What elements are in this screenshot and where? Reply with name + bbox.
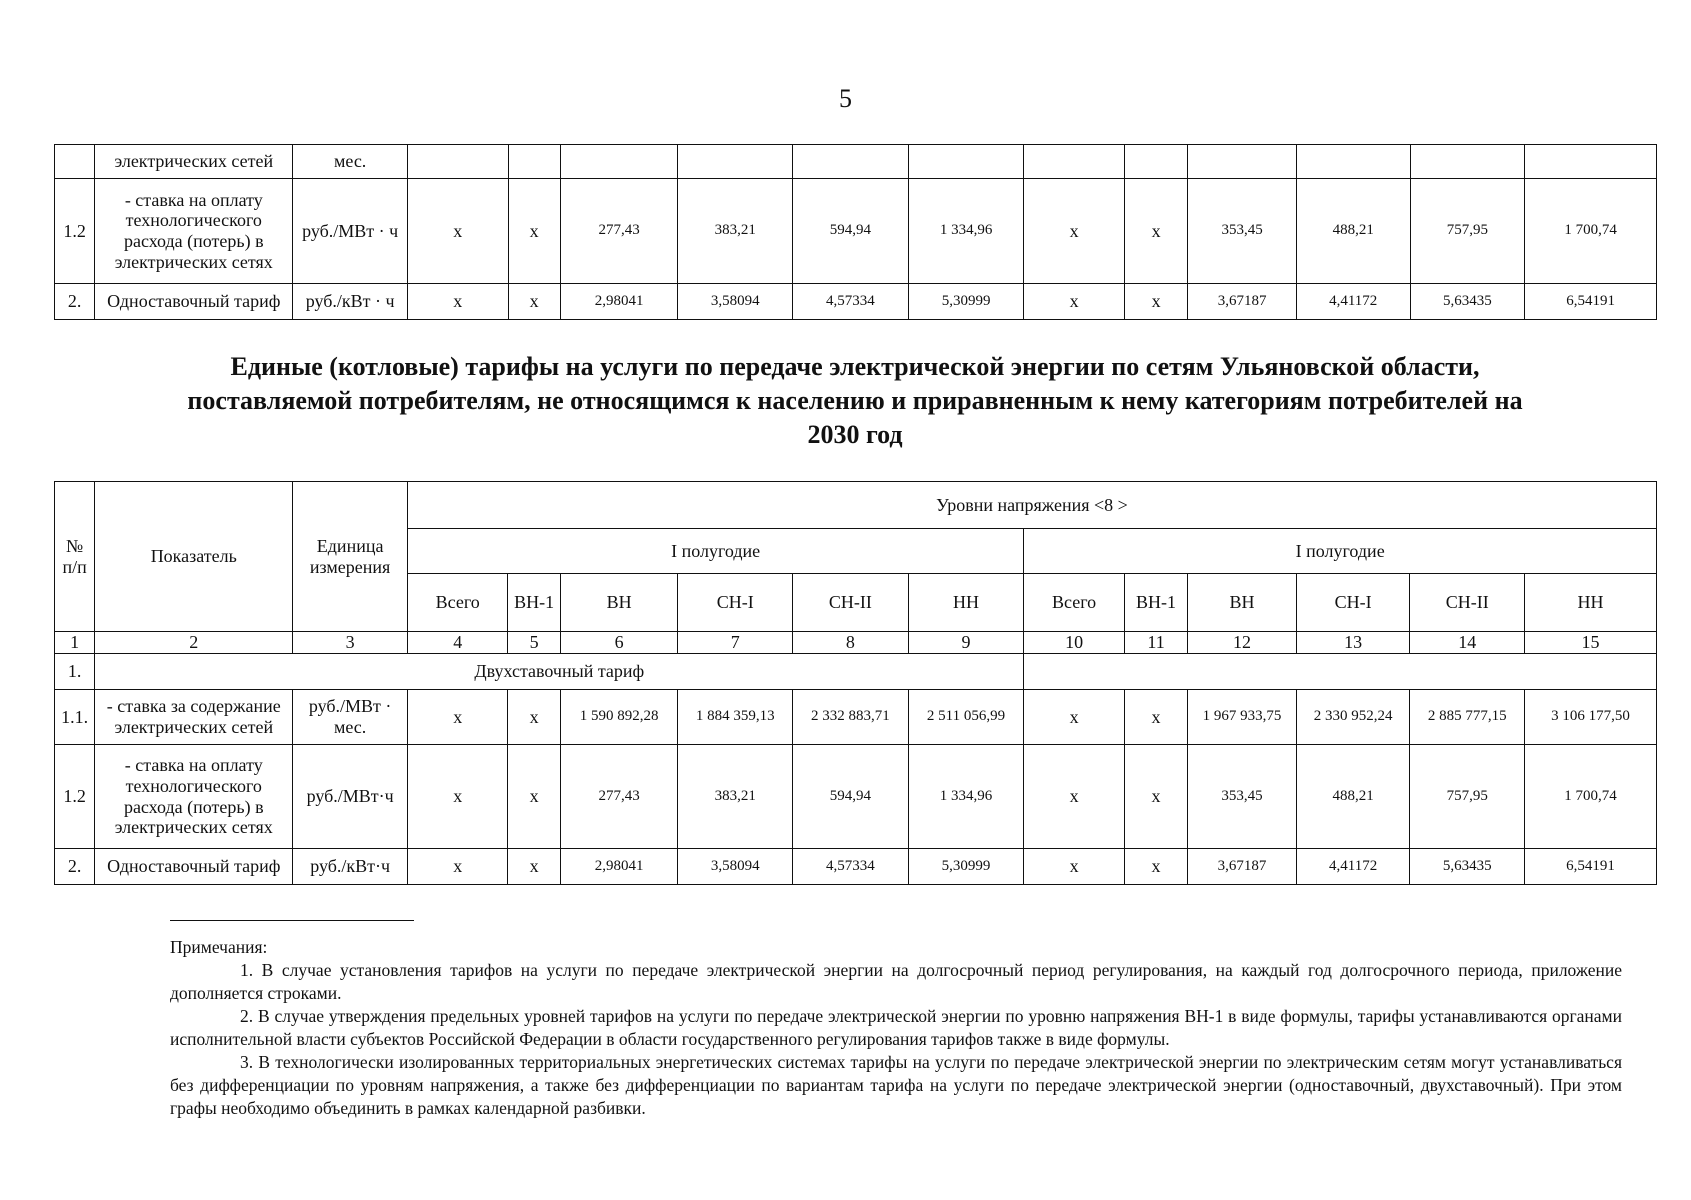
- table-cell: [407, 145, 508, 179]
- table-cell: 1 700,74: [1525, 179, 1657, 284]
- column-number: 10: [1024, 632, 1125, 654]
- table-cell: [1296, 145, 1410, 179]
- notes-heading: Примечания:: [170, 937, 268, 957]
- section-label: Двухставочный тариф: [95, 654, 1024, 690]
- table-cell: x: [508, 179, 560, 284]
- table-cell: 5,30999: [908, 284, 1024, 320]
- table-cell: 2 330 952,24: [1296, 690, 1410, 745]
- table-cell: [678, 145, 793, 179]
- column-number: 9: [908, 632, 1024, 654]
- table-cell: x: [407, 179, 508, 284]
- notes-section: [170, 936, 1622, 1120]
- table-cell: 2 511 056,99: [908, 690, 1024, 745]
- table-cell: [1410, 145, 1525, 179]
- table-cell: [1188, 145, 1297, 179]
- table-cell: 2,98041: [560, 849, 678, 885]
- table-cell: x: [1124, 745, 1187, 849]
- header-sub: Всего: [407, 574, 508, 632]
- table-cell: 594,94: [793, 179, 909, 284]
- row-unit: руб./МВт · ч: [293, 179, 408, 284]
- header-sub: СН-II: [1410, 574, 1525, 632]
- table-cell: 757,95: [1410, 745, 1525, 849]
- table-row: [55, 179, 1657, 284]
- table-row: [55, 745, 1657, 849]
- title-line: поставляемой потребителям, не относящимся к населению и приравненным к нему категориям потребителей на: [187, 386, 1523, 415]
- table-cell: 277,43: [560, 179, 678, 284]
- row-index: 2.: [55, 284, 95, 320]
- table-cell: 594,94: [793, 745, 909, 849]
- column-number: 14: [1410, 632, 1525, 654]
- row-unit: руб./МВт·ч: [293, 745, 408, 849]
- header-sub: СН-II: [793, 574, 909, 632]
- table-cell: [1525, 145, 1657, 179]
- column-number: 5: [508, 632, 560, 654]
- header-sub: СН-I: [678, 574, 793, 632]
- table-cell: 2,98041: [560, 284, 678, 320]
- table-cell: 6,54191: [1525, 284, 1657, 320]
- column-number: 15: [1525, 632, 1657, 654]
- table-cell: 1 967 933,75: [1188, 690, 1297, 745]
- note-item: 1. В случае установления тарифов на услуги по передаче электрической энергии на долгосрочный период регулирования, на каждый год долгосрочного периода, приложение дополняется строками.: [170, 960, 1622, 1003]
- table-cell: 383,21: [678, 179, 793, 284]
- column-number: 6: [560, 632, 678, 654]
- table-cell: [560, 145, 678, 179]
- table-cell: x: [407, 690, 508, 745]
- table-cell: 6,54191: [1525, 849, 1657, 885]
- header-voltage-levels: Уровни напряжения <8 >: [407, 482, 1656, 529]
- table-cell: 1 334,96: [908, 179, 1024, 284]
- tariff-table-2030: [54, 481, 1657, 885]
- column-number: 1: [55, 632, 95, 654]
- table-cell: [908, 145, 1024, 179]
- note-item: 3. В технологически изолированных территориальных энергетических системах тарифы на услуги по передаче электрической энергии по электрическим сетям могут устанавливаться без дифференциации по уровням напряжения, а также без дифференциации по вариантам тарифа на услуги по передаче электрической энергии (одноставочный, двухставочный). При этом графы необходимо объединить в рамках календарной разбивки.: [170, 1052, 1622, 1118]
- table-cell: x: [508, 849, 560, 885]
- table-cell: [508, 145, 560, 179]
- table-cell: 3,67187: [1188, 849, 1297, 885]
- table-cell: x: [407, 849, 508, 885]
- table-cell: x: [1124, 284, 1187, 320]
- table-cell: x: [1024, 849, 1125, 885]
- table-cell: x: [1024, 690, 1125, 745]
- table-row: [55, 849, 1657, 885]
- table-cell: [1124, 145, 1187, 179]
- table-cell: 3,58094: [678, 284, 793, 320]
- header-sub: НН: [1525, 574, 1657, 632]
- table-cell: 4,41172: [1296, 284, 1410, 320]
- tariff-table-continuation: [54, 144, 1657, 320]
- table-cell: 5,63435: [1410, 849, 1525, 885]
- table-cell: 353,45: [1188, 745, 1297, 849]
- header-half-year-1: I полугодие: [407, 529, 1023, 574]
- row-label: - ставка на оплату технологического расхода (потерь) в электрических сетях: [95, 745, 293, 849]
- title-line: Единые (котловые) тарифы на услуги по передаче электрической энергии по сетям Ульяновской области,: [230, 352, 1480, 381]
- table-cell: 5,30999: [908, 849, 1024, 885]
- table-cell: x: [1024, 745, 1125, 849]
- table-cell: 1 334,96: [908, 745, 1024, 849]
- table-cell: 4,57334: [793, 284, 909, 320]
- row-index: [55, 145, 95, 179]
- row-unit: руб./МВт · мес.: [293, 690, 408, 745]
- column-number: 3: [293, 632, 408, 654]
- footnote-divider: [170, 920, 414, 921]
- column-number: 4: [407, 632, 508, 654]
- row-index: 1.2: [55, 179, 95, 284]
- table-cell: 5,63435: [1410, 284, 1525, 320]
- table-cell: x: [508, 690, 560, 745]
- row-label: Одноставочный тариф: [95, 284, 293, 320]
- table-cell: x: [1124, 849, 1187, 885]
- table-cell: 277,43: [560, 745, 678, 849]
- table-cell: x: [407, 745, 508, 849]
- row-unit: мес.: [293, 145, 408, 179]
- section-blank: [1024, 654, 1657, 690]
- column-number: 7: [678, 632, 793, 654]
- table-cell: 3,67187: [1188, 284, 1297, 320]
- table-cell: 353,45: [1188, 179, 1297, 284]
- document-title: [80, 350, 1630, 452]
- table-row: [55, 145, 1657, 179]
- table-cell: 4,41172: [1296, 849, 1410, 885]
- column-number: 8: [793, 632, 909, 654]
- table-cell: 757,95: [1410, 179, 1525, 284]
- column-number-row: [55, 632, 1657, 654]
- table-cell: x: [508, 745, 560, 849]
- table-cell: 1 884 359,13: [678, 690, 793, 745]
- row-unit: руб./кВт·ч: [293, 849, 408, 885]
- column-number: 13: [1296, 632, 1410, 654]
- table-cell: 2 885 777,15: [1410, 690, 1525, 745]
- header-no: № п/п: [55, 482, 95, 632]
- row-label: электрических сетей: [95, 145, 293, 179]
- header-half-year-2: I полугодие: [1024, 529, 1657, 574]
- table-cell: 4,57334: [793, 849, 909, 885]
- header-sub: ВН: [1188, 574, 1297, 632]
- section-row: [55, 654, 1657, 690]
- row-label: - ставка на оплату технологического расхода (потерь) в электрических сетях: [95, 179, 293, 284]
- table-cell: 1 590 892,28: [560, 690, 678, 745]
- table-cell: 3 106 177,50: [1525, 690, 1657, 745]
- row-index: 1.1.: [55, 690, 95, 745]
- header-sub: Всего: [1024, 574, 1125, 632]
- table-cell: [793, 145, 909, 179]
- column-number: 12: [1188, 632, 1297, 654]
- column-number: 2: [95, 632, 293, 654]
- row-index: 1.: [55, 654, 95, 690]
- header-sub: СН-I: [1296, 574, 1410, 632]
- table-cell: x: [1024, 284, 1125, 320]
- table-cell: 488,21: [1296, 179, 1410, 284]
- page-number: 5: [839, 84, 852, 113]
- header-unit: Единица измерения: [293, 482, 408, 632]
- table-cell: x: [1124, 690, 1187, 745]
- header-sub: ВН: [560, 574, 678, 632]
- note-item: 2. В случае утверждения предельных уровней тарифов на услуги по передаче электрической энергии по уровню напряжения ВН-1 в виде формулы, тарифы устанавливаются органами исполнительной власти субъектов Российской Федерации в области государственного регулирования тарифов также в виде формулы.: [170, 1006, 1622, 1049]
- row-unit: руб./кВт · ч: [293, 284, 408, 320]
- table-row: [55, 690, 1657, 745]
- header-row: [55, 482, 1657, 529]
- table-row: [55, 284, 1657, 320]
- table-cell: [1024, 145, 1125, 179]
- header-indicator: Показатель: [95, 482, 293, 632]
- row-index: 2.: [55, 849, 95, 885]
- table-cell: x: [1124, 179, 1187, 284]
- table-cell: x: [1024, 179, 1125, 284]
- header-sub: НН: [908, 574, 1024, 632]
- table-cell: 2 332 883,71: [793, 690, 909, 745]
- table-cell: 3,58094: [678, 849, 793, 885]
- header-sub: ВН-1: [1124, 574, 1187, 632]
- table-cell: 488,21: [1296, 745, 1410, 849]
- title-line: 2030 год: [807, 420, 903, 449]
- row-label: - ставка за содержание электрических сетей: [95, 690, 293, 745]
- row-label: Одноставочный тариф: [95, 849, 293, 885]
- row-index: 1.2: [55, 745, 95, 849]
- table-cell: 383,21: [678, 745, 793, 849]
- header-sub: ВН-1: [508, 574, 560, 632]
- table-cell: x: [508, 284, 560, 320]
- table-cell: 1 700,74: [1525, 745, 1657, 849]
- column-number: 11: [1124, 632, 1187, 654]
- table-cell: x: [407, 284, 508, 320]
